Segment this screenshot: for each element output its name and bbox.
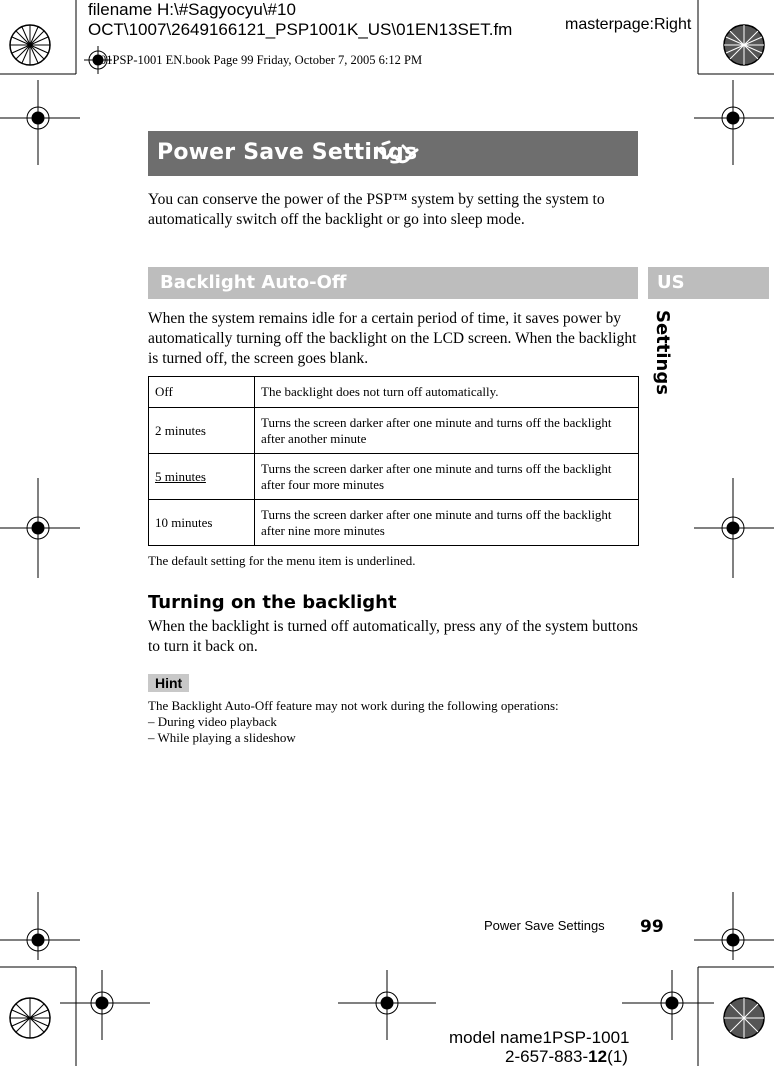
description-cell: Turns the screen darker after one minute and turns off the backlight after four more minutes (255, 454, 639, 500)
header-filename (88, 0, 512, 40)
header-masterpage: masterpage:Right (565, 16, 692, 33)
table-row (149, 408, 639, 454)
power-save-icon (373, 138, 421, 170)
description-cell: Turns the screen darker after one minute and turns off the backlight after another minute (255, 408, 639, 454)
backlight-heading: Backlight Auto-Off (160, 272, 347, 293)
table-row (149, 500, 639, 546)
backlight-body: When the system remains idle for a certain period of time, it saves power by automatically turning off the backlight on the LCD screen. When the backlight is turned off, the screen goes blank. (148, 310, 637, 367)
model-name: model name1PSP-1001 (449, 1028, 630, 1047)
option-cell-default (149, 454, 255, 500)
footer-section-title: Power Save Settings (484, 918, 605, 933)
hint-item: – While playing a slideshow (148, 730, 296, 745)
hint-item: – During video playback (148, 714, 277, 729)
model-code (505, 1047, 628, 1067)
model-code-prefix: 2-657-883- (505, 1047, 589, 1066)
side-section-label: Settings (652, 310, 673, 395)
backlight-options-table (148, 376, 639, 546)
section-intro: You can conserve the power of the PSP™ system by setting the system to automatically switch off the backlight or go into sleep mode. (148, 191, 605, 228)
table-row (149, 454, 639, 500)
region-label: US (657, 272, 685, 293)
description-cell: Turns the screen darker after one minute and turns off the backlight after nine more minutes (255, 500, 639, 546)
default-option-label: 5 minutes (155, 468, 206, 484)
header-filename-line1: filename H:\#Sagyocyu\#10 (88, 0, 296, 19)
hint-label: Hint (155, 675, 183, 691)
table-row (149, 377, 639, 408)
option-cell: 2 minutes (149, 408, 255, 454)
description-cell: The backlight does not turn off automatically. (255, 377, 639, 408)
model-code-suffix: (1) (607, 1047, 628, 1066)
hint-body (148, 698, 559, 746)
turning-on-body: When the backlight is turned off automatically, press any of the system buttons to turn it back on. (148, 618, 638, 655)
hint-intro: The Backlight Auto-Off feature may not work during the following operations: (148, 698, 559, 713)
default-note: The default setting for the menu item is underlined. (148, 553, 416, 568)
header-filename-line2: OCT\1007\2649166121_PSP1001K_US\01EN13SET.fm (88, 20, 513, 39)
option-cell: 10 minutes (149, 500, 255, 546)
turning-on-heading: Turning on the backlight (148, 592, 397, 613)
header-book-info: 01PSP-1001 EN.book Page 99 Friday, October 7, 2005 6:12 PM (100, 53, 423, 67)
page-number: 99 (640, 917, 664, 937)
option-cell: Off (149, 377, 255, 408)
section-title: Power Save Settings (157, 140, 418, 165)
model-code-bold: 12 (588, 1047, 608, 1066)
